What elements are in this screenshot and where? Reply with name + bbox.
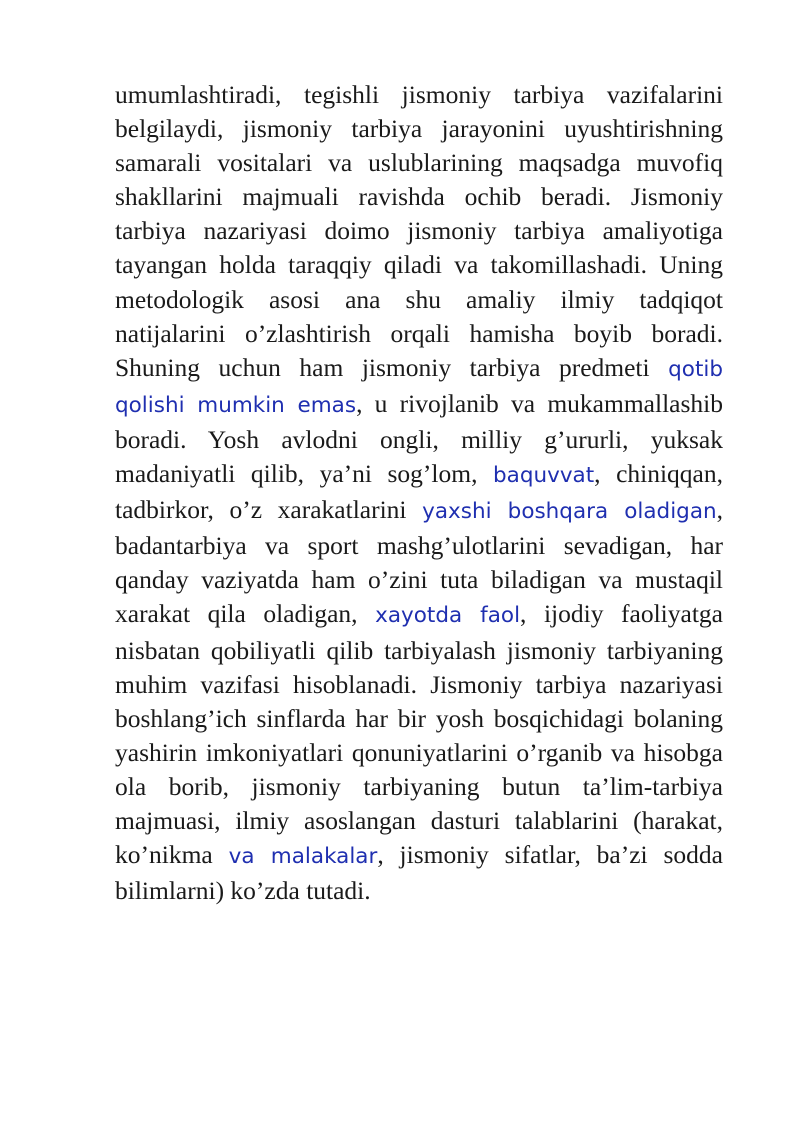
text-segment: umumlashtiradi, tegishli jismoniy tarbiya vazifalarini belgilaydi, jismoniy tarbiya jarayonini uyushtirishning samarali vositalari va uslublarining maqsadga muvofiq shakllarini majmuali ravishda ochib beradi. Jismoniy tarbiya nazariyasi doimo jismoniy tarbiya amaliyotiga tayangan holda taraqqiy qiladi va takomillashadi. Uning metodologik asosi ana shu amaliy ilmiy tadqiqot natijalarini o’zlashtirish orqali hamisha boyib boradi. Shuning uchun ham jismoniy tarbiya predmeti: [115, 80, 723, 382]
body-paragraph: [115, 78, 723, 908]
highlighted-phrase: baquvvat: [493, 463, 595, 489]
text-segment: , jismoniy sifatlar, ba’zi sodda bilimlarni) ko’zda tutadi.: [115, 840, 723, 906]
text-segment: , chiniqqan, tadbirkor, o’z xarakatlarini: [115, 459, 723, 525]
text-segment: , ijodiy faoliyatga nisbatan qobiliyatli qilib tarbiyalash jismoniy tarbiyaning muhim vazifasi hisoblanadi. Jismoniy tarbiya nazariyasi boshlang’ich sinflarda har bir yosh bosqichidagi bolaning yashirin imkoniyatlari qonuniyatlarini o’rganib va hisobga ola borib, jismoniy tarbiyaning butun ta’lim-tarbiya majmuasi, ilmiy asoslangan dasturi talablarini (harakat, ko’nikma: [115, 599, 723, 870]
highlighted-phrase: xayotda faol: [375, 603, 521, 629]
document-page: [115, 78, 723, 908]
text-segment: , badantarbiya va sport mashg’ulotlarini sevadigan, har qanday vaziyatda ham o’zini tuta biladigan va mustaqil xarakat qila oladigan,: [115, 495, 723, 629]
highlighted-phrase: yaxshi boshqara oladigan: [422, 499, 717, 525]
highlighted-phrase: va malakalar: [228, 844, 378, 870]
highlighted-phrase: qotib qolishi mumkin emas: [115, 356, 723, 418]
text-segment: , u rivojlanib va mukammallashib boradi. Yosh avlodni ongli, milliy g’ururli, yuksak madaniyatli qilib, ya’ni sog’lom,: [115, 388, 723, 489]
